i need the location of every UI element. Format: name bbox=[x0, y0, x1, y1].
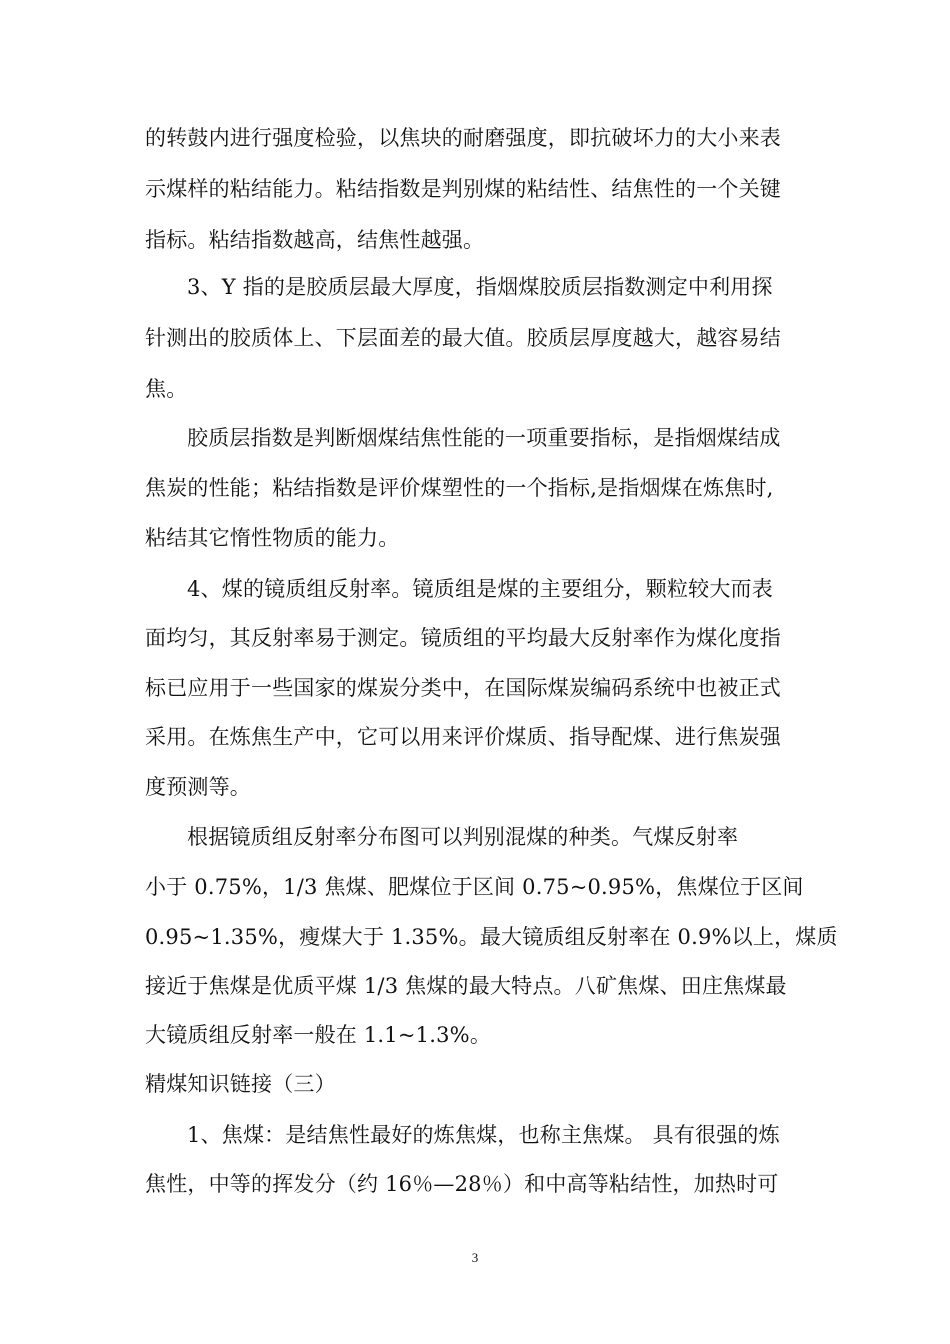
body-line-5: 针测出的胶质体上、下层面差的最大值。胶质层厚度越大，越容易结 bbox=[145, 326, 781, 350]
body-line-7: 胶质层指数是判断烟煤结焦性能的一项重要指标，是指烟煤结成 bbox=[187, 426, 781, 450]
body-line-11: 面均匀，其反射率易于测定。镜质组的平均最大反射率作为煤化度指 bbox=[145, 626, 781, 650]
body-line-9: 粘结其它惰性物质的能力。 bbox=[145, 526, 400, 550]
body-line-13: 采用。在炼焦生产中，它可以用来评价煤质、指导配煤、进行焦炭强 bbox=[145, 725, 781, 749]
body-line-4: 3、Y 指的是胶质层最大厚度，指烟煤胶质层指数测定中利用探 bbox=[187, 275, 773, 299]
page-number: 3 bbox=[471, 1250, 479, 1265]
body-line-19: 大镜质组反射率一般在 1.1~1.3%。 bbox=[145, 1023, 492, 1047]
body-line-17: 0.95~1.35%，瘦煤大于 1.35%。最大镜质组反射率在 0.9%以上，煤质 bbox=[145, 925, 838, 949]
body-line-15: 根据镜质组反射率分布图可以判别混煤的种类。气煤反射率 bbox=[187, 825, 739, 849]
body-line-10: 4、煤的镜质组反射率。镜质组是煤的主要组分，颗粒较大而表 bbox=[187, 577, 773, 601]
body-line-16: 小于 0.75%，1/3 焦煤、肥煤位于区间 0.75~0.95%，焦煤位于区间 bbox=[145, 875, 804, 899]
body-line-8: 焦炭的性能；粘结指数是评价煤塑性的一个指标,是指烟煤在炼焦时, bbox=[145, 476, 774, 500]
body-line-6: 焦。 bbox=[145, 377, 188, 401]
body-line-12: 标已应用于一些国家的煤炭分类中，在国际煤炭编码系统中也被正式 bbox=[145, 676, 781, 700]
body-line-14: 度预测等。 bbox=[145, 775, 251, 799]
body-line-3: 指标。粘结指数越高，结焦性越强。 bbox=[145, 228, 485, 252]
body-line-1: 的转鼓内进行强度检验，以焦块的耐磨强度，即抗破坏力的大小来表 bbox=[145, 126, 781, 150]
body-line-22: 焦性，中等的挥发分（约 16％—28％）和中高等粘结性，加热时可 bbox=[145, 1172, 779, 1196]
section-heading: 精煤知识链接（三） bbox=[145, 1072, 336, 1096]
body-line-2: 示煤样的粘结能力。粘结指数是判别煤的粘结性、结焦性的一个关键 bbox=[145, 177, 781, 201]
body-line-21: 1、焦煤：是结焦性最好的炼焦煤，也称主焦煤。 具有很强的炼 bbox=[187, 1123, 780, 1147]
body-line-18: 接近于焦煤是优质平煤 1/3 焦煤的最大特点。八矿焦煤、田庄焦煤最 bbox=[145, 974, 787, 998]
